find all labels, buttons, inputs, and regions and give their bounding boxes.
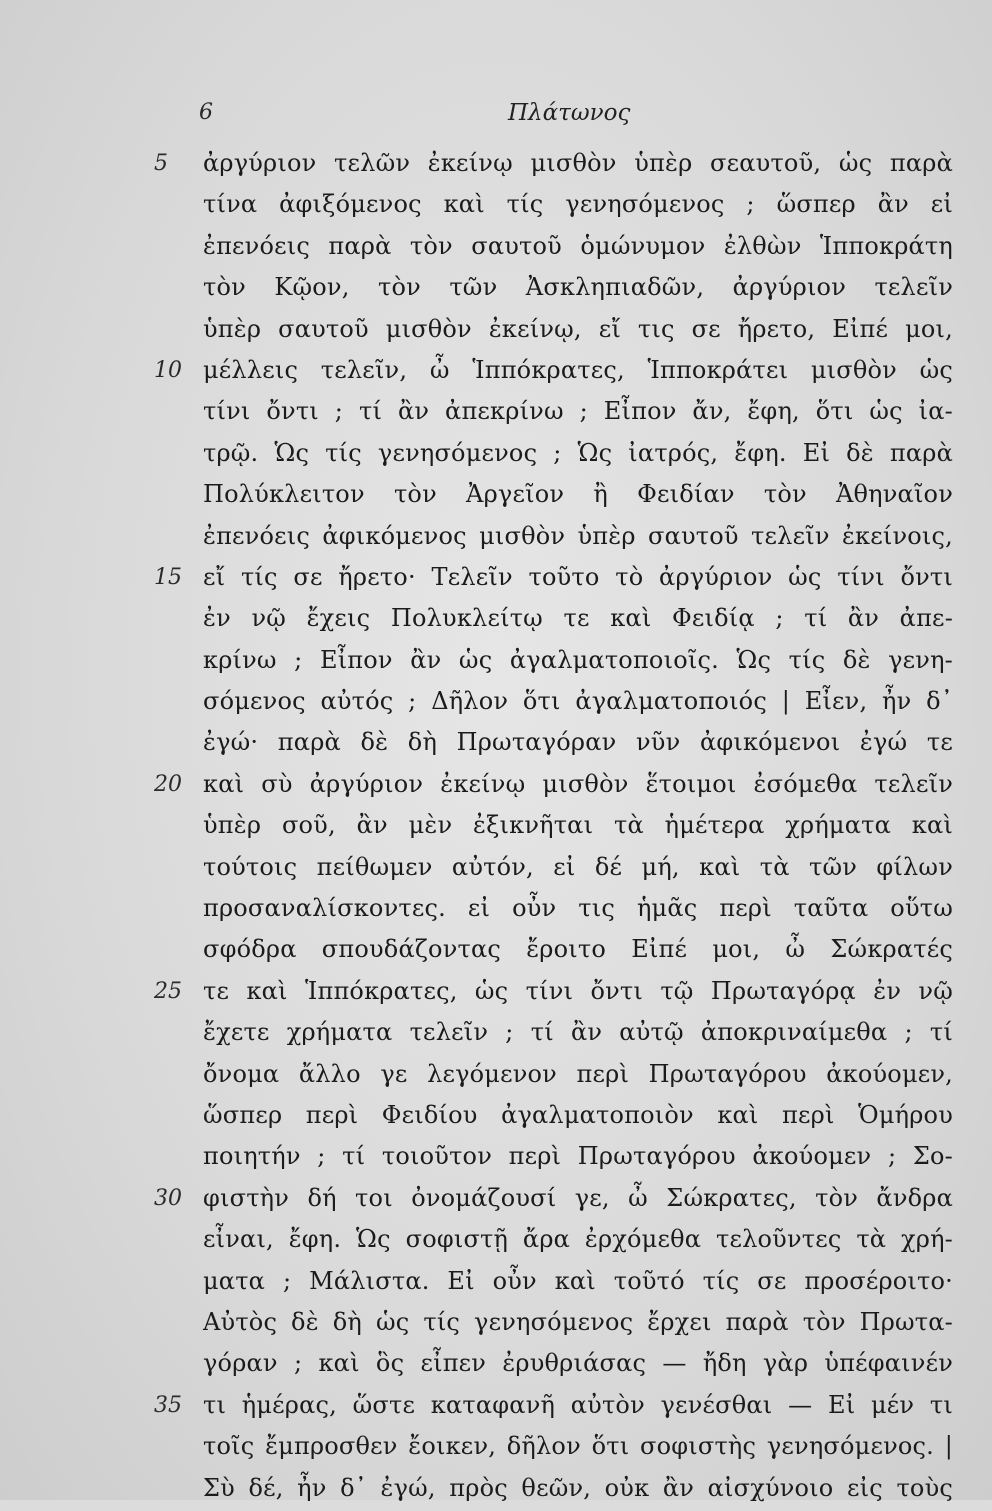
line-text: φιστὴν δή τοι ὀνομάζουσί γε, ὦ Σώκρατες, τὸν ἄνδρα — [203, 1183, 953, 1212]
line-text: τίνι ὄντι ; τί ἂν ἀπεκρίνω ; Εἶπον ἄν, ἔφη, ὅτι ὡς ἰα- — [203, 397, 953, 426]
line-text: προσαναλίσκοντες. εἰ οὖν τις ἡμᾶς περὶ ταῦτα οὕτω — [203, 894, 953, 923]
text-line — [0, 1180, 992, 1221]
text-line — [0, 600, 992, 641]
line-text: ὥσπερ περὶ Φειδίου ἀγαλματοποιὸν καὶ περὶ Ὁμήρου — [203, 1100, 953, 1129]
running-title: Πλάτωνος — [508, 100, 631, 126]
line-text: ἐν νῷ ἔχεις Πολυκλείτῳ τε καὶ Φειδίᾳ ; τί ἂν ἀπε- — [203, 604, 953, 633]
line-text: τοῖς ἔμπροσθεν ἔοικεν, δῆλον ὅτι σοφιστὴς γενησόμενος. | — [203, 1432, 953, 1461]
line-text: ποιητήν ; τί τοιοῦτον περὶ Πρωταγόρου ἀκούομεν ; Σο- — [203, 1142, 953, 1171]
line-text: ἔχετε χρήματα τελεῖν ; τί ἂν αὐτῷ ἀποκριναίμεθα ; τί — [203, 1018, 953, 1047]
line-text: ματα ; Μάλιστα. Εἰ οὖν καὶ τοῦτό τίς σε προσέροιτο· — [203, 1266, 953, 1295]
text-line — [0, 642, 992, 683]
line-number: 15 — [154, 564, 182, 590]
text-line — [0, 683, 992, 724]
text-line — [0, 1345, 992, 1386]
line-number: 25 — [154, 978, 182, 1004]
line-text: μέλλεις τελεῖν, ὦ Ἱππόκρατες, Ἱπποκράτει μισθὸν ὡς — [203, 355, 953, 384]
line-number: 30 — [154, 1185, 182, 1211]
greek-text-body — [0, 145, 992, 1511]
line-text: τίνα ἀφιξόμενος καὶ τίς γενησόμενος ; ὥσπερ ἂν εἰ — [203, 190, 953, 219]
text-line — [0, 1221, 992, 1262]
text-line — [0, 435, 992, 476]
text-line — [0, 1470, 992, 1511]
text-line — [0, 476, 992, 517]
line-number: 20 — [154, 771, 182, 797]
page-number: 6 — [199, 100, 213, 125]
line-number: 5 — [154, 151, 168, 176]
text-line — [0, 145, 992, 186]
line-text: Αὐτὸς δὲ δὴ ὡς τίς γενησόμενος ἔρχει παρὰ τὸν Πρωτα- — [203, 1307, 953, 1336]
text-line — [0, 559, 992, 600]
line-text: ἀργύριον τελῶν ἐκείνῳ μισθὸν ὑπὲρ σεαυτοῦ, ὡς παρὰ — [203, 149, 953, 177]
text-line — [0, 807, 992, 848]
text-line — [0, 890, 992, 931]
text-line — [0, 1263, 992, 1304]
text-line — [0, 1056, 992, 1097]
text-line — [0, 1387, 992, 1428]
line-text: εἶναι, ἔφη. Ὡς σοφιστῇ ἄρα ἐρχόμεθα τελοῦντες τὰ χρή- — [203, 1225, 953, 1254]
text-line — [0, 1097, 992, 1138]
line-text: γόραν ; καὶ ὃς εἶπεν ἐρυθριάσας — ἤδη γὰρ ὑπέφαινέν — [203, 1349, 953, 1378]
line-text: ἐπενόεις ἀφικόμενος μισθὸν ὑπὲρ σαυτοῦ τελεῖν ἐκείνοις, — [203, 521, 953, 550]
text-line — [0, 973, 992, 1014]
text-line — [0, 186, 992, 227]
line-text: καὶ σὺ ἀργύριον ἐκείνῳ μισθὸν ἕτοιμοι ἐσόμεθα τελεῖν — [203, 769, 953, 798]
text-line — [0, 766, 992, 807]
line-text: Πολύκλειτον τὸν Ἀργεῖον ἢ Φειδίαν τὸν Ἀθηναῖον — [203, 480, 953, 509]
page-header — [0, 100, 992, 140]
text-line — [0, 1014, 992, 1055]
line-text: τούτοις πείθωμεν αὐτόν, εἰ δέ μή, καὶ τὰ τῶν φίλων — [203, 852, 953, 881]
line-text: ὑπὲρ σαυτοῦ μισθὸν ἐκείνῳ, εἴ τις σε ἤρετο, Εἰπέ μοι, — [203, 314, 953, 343]
text-line — [0, 393, 992, 434]
text-line — [0, 1138, 992, 1179]
text-line — [0, 1304, 992, 1345]
line-number: 35 — [154, 1392, 182, 1418]
text-line — [0, 849, 992, 890]
line-text: ὄνομα ἄλλο γε λεγόμενον περὶ Πρωταγόρου ἀκούομεν, — [203, 1059, 953, 1088]
text-line — [0, 1428, 992, 1469]
line-text: ὑπὲρ σοῦ, ἂν μὲν ἐξικνῆται τὰ ἡμέτερα χρήματα καὶ — [203, 811, 953, 840]
line-text: τὸν Κῷον, τὸν τῶν Ἀσκληπιαδῶν, ἀργύριον τελεῖν — [203, 273, 953, 302]
text-line — [0, 352, 992, 393]
line-text: κρίνω ; Εἶπον ἂν ὡς ἀγαλματοποιοῖς. Ὡς τίς δὲ γενη- — [203, 645, 953, 674]
line-text: ἐπενόεις παρὰ τὸν σαυτοῦ ὁμώνυμον ἐλθὼν Ἱπποκράτη — [203, 231, 953, 260]
text-line — [0, 518, 992, 559]
line-text: σόμενος αὐτός ; Δῆλον ὅτι ἀγαλματοποιός | Εἶεν, ἦν δ᾽ — [203, 687, 953, 716]
line-text: εἴ τίς σε ἤρετο· Τελεῖν τοῦτο τὸ ἀργύριον ὡς τίνι ὄντι — [203, 562, 953, 591]
text-line — [0, 311, 992, 352]
line-text: τι ἡμέρας, ὥστε καταφανῆ αὐτὸν γενέσθαι — Εἰ μέν τι — [203, 1390, 953, 1419]
line-number: 10 — [154, 357, 182, 383]
line-text: σφόδρα σπουδάζοντας ἔροιτο Εἰπέ μοι, ὦ Σώκρατές — [203, 935, 953, 964]
line-text: ἐγώ· παρὰ δὲ δὴ Πρωταγόραν νῦν ἀφικόμενοι ἐγώ τε — [203, 728, 953, 757]
text-line — [0, 269, 992, 310]
text-line — [0, 724, 992, 765]
line-text: τρῷ. Ὡς τίς γενησόμενος ; Ὡς ἰατρός, ἔφη. Εἰ δὲ παρὰ — [203, 438, 953, 467]
line-text: τε καὶ Ἱππόκρατες, ὡς τίνι ὄντι τῷ Πρωταγόρᾳ ἐν νῷ — [203, 976, 953, 1005]
text-line — [0, 228, 992, 269]
line-text: Σὺ δέ, ἦν δ᾽ ἐγώ, πρὸς θεῶν, οὐκ ἂν αἰσχύνοιο εἰς τοὺς — [203, 1473, 953, 1502]
text-line — [0, 931, 992, 972]
